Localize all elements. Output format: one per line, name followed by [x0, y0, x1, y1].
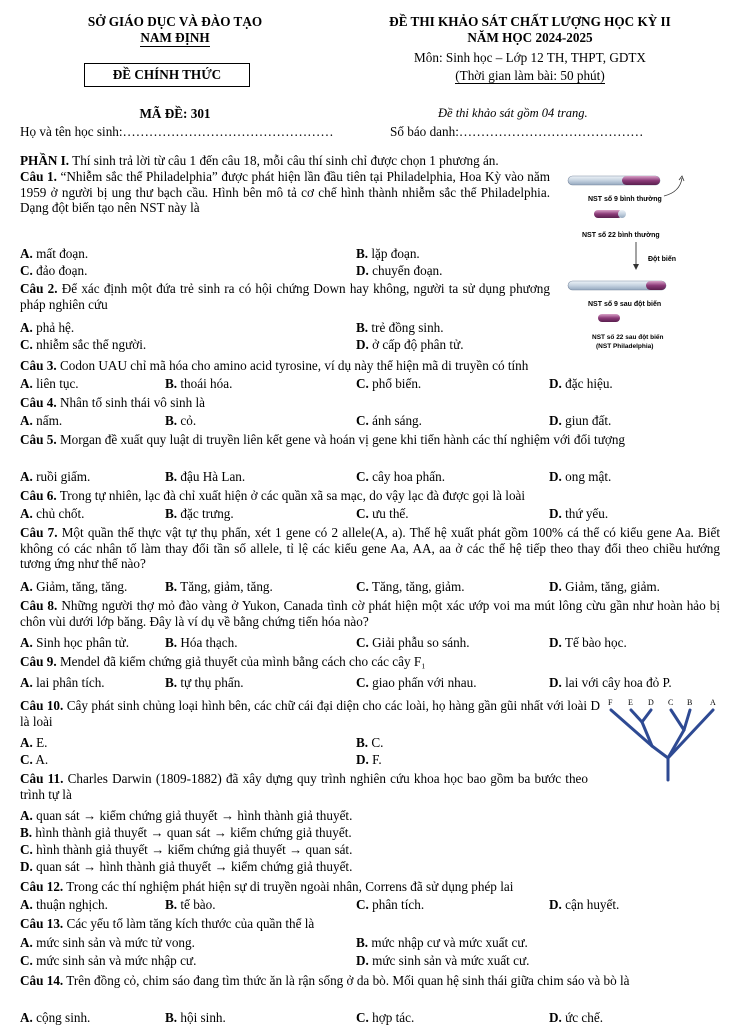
options-q13-row2 — [20, 953, 720, 969]
options-q13 — [20, 935, 720, 951]
question-3 — [20, 358, 720, 374]
question-text: Một quần thể thực vật tự thụ phấn, xét 1 gene có 2 allele(A, a). Thế hệ xuất phát gồm 100% cá thể có kiểu gene Aa. Biết không có các nhân tố làm thay đổi tần số allele, tỉ lệ các kiểu gene Aa, AA, aa ở các thế hệ tiếp theo thay đổi theo chiều hướng tương ứng như thế nào? — [20, 525, 720, 572]
options-q7 — [20, 579, 720, 595]
label-mutation: Đột biến — [648, 256, 676, 263]
question-7 — [20, 525, 720, 572]
option-c[interactable]: C. ánh sáng. — [356, 413, 422, 428]
section-instruction: Thí sinh trả lời từ câu 1 đến câu 18, mỗi câu thí sinh chỉ được chọn 1 phương án. — [72, 153, 499, 168]
time-line — [330, 68, 730, 84]
options-q5 — [20, 469, 720, 485]
option-b[interactable]: B. trẻ đồng sinh. — [356, 320, 444, 335]
student-name-field: Họ và tên học sinh:………………………………………… — [20, 124, 334, 139]
section-heading — [20, 153, 499, 169]
tree-label-f: F — [608, 698, 613, 707]
option-a[interactable]: A. Sinh học phân tử. — [20, 635, 129, 650]
department-name: SỞ GIÁO DỤC VÀ ĐÀO TẠO — [87, 14, 263, 29]
option-b[interactable]: B. tế bào. — [165, 897, 216, 912]
option-c[interactable]: C. Giải phẫu so sánh. — [356, 635, 470, 650]
option-d[interactable]: D. ong mật. — [549, 469, 612, 484]
question-1 — [20, 169, 550, 216]
option-row-c — [20, 842, 720, 858]
option-a[interactable]: A. chủ chốt. — [20, 506, 85, 521]
option-d[interactable]: D. đặc hiệu. — [549, 376, 613, 391]
label-nst9-normal: NST số 9 bình thường — [588, 196, 662, 203]
question-label: Câu 13. — [20, 916, 64, 931]
chromosome-9-mutant-segment — [646, 281, 666, 290]
province-name — [40, 30, 310, 46]
option-a[interactable]: A. mất đoạn. — [20, 246, 89, 261]
options-q14 — [20, 1010, 720, 1026]
tree-label-c: C — [668, 698, 674, 707]
options-q1 — [20, 246, 720, 262]
time-label: (Thời gian làm bài: 50 phút) — [455, 68, 605, 83]
option-b[interactable]: B. Hóa thạch. — [165, 635, 238, 650]
question-label: Câu 10. — [20, 698, 64, 713]
question-label: Câu 9. — [20, 654, 57, 669]
option-b[interactable]: B. đặc trưng. — [165, 506, 234, 521]
question-text: Trong tự nhiên, lạc đà chỉ xuất hiện ở các quần xã sa mạc, do vậy lạc đà được gọi là loài — [59, 488, 526, 503]
exam-title: ĐỀ THI KHẢO SÁT CHẤT LƯỢNG HỌC KỲ II — [389, 14, 671, 29]
question-9 — [20, 654, 720, 670]
options-q6 — [20, 506, 720, 522]
option-c[interactable]: C. hình thành giả thuyết → kiểm chứng giả thuyết → quan sát. — [20, 842, 353, 857]
option-a[interactable]: A. Giảm, tăng, tăng. — [20, 579, 128, 594]
chromosome-9-segment — [622, 176, 660, 185]
option-a[interactable]: A. thuận nghịch. — [20, 897, 108, 912]
question-label: Câu 1. — [20, 169, 57, 184]
options-q8 — [20, 635, 720, 651]
option-d[interactable]: D. ở cấp độ phân tử. — [356, 337, 464, 352]
option-b[interactable]: B. tự thụ phấn. — [165, 675, 244, 690]
exam-code: MÃ ĐỀ: 301 — [139, 106, 211, 121]
option-c[interactable]: C. mức sinh sản và mức nhập cư. — [20, 953, 197, 968]
question-text: Nhân tố sinh thái vô sinh là — [59, 395, 205, 410]
label-nst9-mutant: NST số 9 sau đột biến — [588, 301, 662, 308]
option-d[interactable]: D. ức chế. — [549, 1010, 604, 1025]
option-row-a — [20, 808, 720, 824]
options-q4 — [20, 413, 720, 429]
tree-label-d: D — [648, 698, 654, 707]
exchange-arrow — [664, 178, 682, 196]
question-text: Những người thợ mỏ đào vàng ở Yukon, Canada tình cờ phát hiện một xác ướp voi ma mút lông cừu gần như hoàn hảo bị chôn vùi dưới lớp băng. Đây là ví dụ về bằng chứng tiến hóa nào? — [20, 598, 721, 629]
question-label: Câu 14. — [20, 973, 64, 988]
options-q10 — [20, 735, 720, 751]
option-b[interactable]: B. Tăng, giảm, tăng. — [165, 579, 273, 594]
label-nst22-normal: NST số 22 bình thường — [582, 232, 660, 239]
question-label: Câu 3. — [20, 358, 57, 373]
question-label: Câu 5. — [20, 432, 57, 447]
option-a[interactable]: A. liên tục. — [20, 376, 79, 391]
label-philadelphia: (NST Philadelphia) — [596, 343, 654, 350]
option-a[interactable]: A. ruồi giấm. — [20, 469, 91, 484]
options-q12 — [20, 897, 720, 913]
question-8 — [20, 598, 720, 629]
chromosome-22-cap — [618, 210, 626, 218]
option-c[interactable]: C. nhiễm sắc thể người. — [20, 337, 147, 352]
option-c[interactable]: C. phổ biến. — [356, 376, 422, 391]
option-d[interactable]: D. lai với cây hoa đỏ P. — [549, 675, 672, 690]
options-q3 — [20, 376, 720, 392]
subject-line: Môn: Sinh học – Lớp 12 TH, THPT, GDTX — [414, 50, 646, 65]
chromosome-22-normal — [594, 210, 622, 218]
option-c[interactable]: C. Tăng, tăng, giảm. — [356, 579, 465, 594]
option-c[interactable]: C. A. — [20, 752, 49, 767]
option-d[interactable]: D. quan sát → hình thành giả thuyết → kiểm chứng giả thuyết. — [20, 859, 353, 874]
question-text: “Nhiễm sắc thể Philadelphia” được phát hiện lần đầu tiên tại Philadelphia, Hoa Kỳ vào năm 1959 ở người bị ung thư bạch cầu. Hình bên mô tả cơ chế hình thành nhiễm sắc thể Philadelphia. Dạng đột biến tạo nên NST này là — [20, 169, 550, 216]
question-text: Charles Darwin (1809-1882) đã xây dựng quy trình nghiên cứu khoa học bao gồm ba bước theo trình tự là — [20, 771, 588, 802]
school-year: NĂM HỌC 2024-2025 — [467, 30, 593, 45]
province-label: NAM ĐỊNH — [140, 30, 210, 45]
question-5 — [20, 432, 720, 448]
option-c[interactable]: C. giao phấn với nhau. — [356, 675, 477, 690]
option-b[interactable]: B. thoái hóa. — [165, 376, 233, 391]
option-c[interactable]: C. hợp tác. — [356, 1010, 415, 1025]
question-12 — [20, 879, 720, 895]
option-b[interactable]: B. hình thành giả thuyết → quan sát → kiểm chứng giả thuyết. — [20, 825, 352, 840]
option-a[interactable]: A. mức sinh sản và mức tử vong. — [20, 935, 195, 950]
option-d[interactable]: D. Giảm, tăng, giảm. — [549, 579, 660, 594]
question-13 — [20, 916, 720, 932]
options-q10-row2 — [20, 752, 720, 768]
option-d[interactable]: D. chuyển đoạn. — [356, 263, 443, 278]
option-row-d — [20, 859, 720, 875]
question-text: Mendel đã kiểm chứng giả thuyết của mình bằng cách cho các cây F₁ — [59, 654, 426, 669]
option-c[interactable]: C. đảo đoạn. — [20, 263, 88, 278]
question-11 — [20, 771, 588, 802]
question-label: Câu 2. — [20, 281, 58, 296]
options-q2-row2 — [20, 337, 720, 353]
label-nst22-mutant: NST số 22 sau đột biến — [592, 334, 664, 341]
option-c[interactable]: C. phân tích. — [356, 897, 425, 912]
option-d[interactable]: D. F. — [356, 752, 382, 767]
question-label: Câu 12. — [20, 879, 64, 894]
option-b[interactable]: B. đậu Hà Lan. — [165, 469, 246, 484]
official-badge: ĐỀ CHÍNH THỨC — [84, 63, 250, 87]
option-row-b — [20, 825, 720, 841]
question-6 — [20, 488, 720, 504]
question-2 — [20, 281, 550, 312]
question-text: Các yếu tố làm tăng kích thước của quần thể là — [66, 916, 315, 931]
option-b[interactable]: B. cỏ. — [165, 413, 197, 428]
section-label: PHẦN I. — [20, 153, 70, 168]
question-text: Morgan đề xuất quy luật di truyền liên kết gene và hoán vị gene khi tiến hành các thí nghiệm với đối tượng — [59, 432, 626, 447]
question-text: Trong các thí nghiệm phát hiện sự di truyền ngoài nhân, Correns đã sử dụng phép lai — [66, 879, 514, 894]
page-count-note: Đề thi khảo sát gồm 04 trang. — [438, 106, 588, 120]
question-text: Để xác định một đứa trẻ sinh ra có hội chứng Down hay không, người ta sử dụng phương pháp nghiên cứu — [20, 281, 550, 312]
question-label: Câu 4. — [20, 395, 57, 410]
option-d[interactable]: D. cận huyết. — [549, 897, 620, 912]
question-10 — [20, 698, 600, 729]
student-id-field: Số báo danh:…………………………………… — [390, 124, 644, 139]
tree-label-e: E — [628, 698, 633, 707]
options-q1-row2 — [20, 263, 720, 279]
question-14 — [20, 973, 720, 989]
question-label: Câu 7. — [20, 525, 58, 540]
option-b[interactable]: B. hội sinh. — [165, 1010, 226, 1025]
question-label: Câu 6. — [20, 488, 57, 503]
tree-label-b: B — [687, 698, 693, 707]
question-text: Codon UAU chỉ mã hóa cho amino acid tyrosine, ví dụ này thể hiện mã di truyền có tính — [59, 358, 529, 373]
option-d[interactable]: D. thứ yếu. — [549, 506, 609, 521]
option-a[interactable]: A. lai phân tích. — [20, 675, 105, 690]
tree-label-a: A — [710, 698, 716, 707]
option-a[interactable]: A. cộng sinh. — [20, 1010, 91, 1025]
option-b[interactable]: B. C. — [356, 735, 384, 750]
option-a[interactable]: A. phả hệ. — [20, 320, 75, 335]
option-a[interactable]: A. quan sát → kiểm chứng giả thuyết → hình thành giả thuyết. — [20, 808, 353, 823]
options-q9 — [20, 675, 720, 691]
option-a[interactable]: A. nấm. — [20, 413, 63, 428]
option-b[interactable]: B. mức nhập cư và mức xuất cư. — [356, 935, 528, 950]
option-d[interactable]: D. giun đất. — [549, 413, 612, 428]
option-d[interactable]: D. Tế bào học. — [549, 635, 627, 650]
question-text: Trên đồng cỏ, chim sáo đang tìm thức ăn là rận sống ở da bò. Mối quan hệ sinh thái giữa chim sáo và bò là — [66, 973, 630, 988]
option-d[interactable]: D. mức sinh sản và mức xuất cư. — [356, 953, 530, 968]
option-c[interactable]: C. cây hoa phấn. — [356, 469, 445, 484]
option-b[interactable]: B. lặp đoạn. — [356, 246, 420, 261]
question-label: Câu 11. — [20, 771, 64, 786]
option-a[interactable]: A. E. — [20, 735, 48, 750]
options-q2 — [20, 320, 720, 336]
question-label: Câu 8. — [20, 598, 58, 613]
question-text: Cây phát sinh chủng loại hình bên, các chữ cái đại diện cho các loài, họ hàng gần gũi nhất với loài D là loài — [20, 698, 600, 729]
question-4 — [20, 395, 720, 411]
option-c[interactable]: C. ưu thế. — [356, 506, 409, 521]
